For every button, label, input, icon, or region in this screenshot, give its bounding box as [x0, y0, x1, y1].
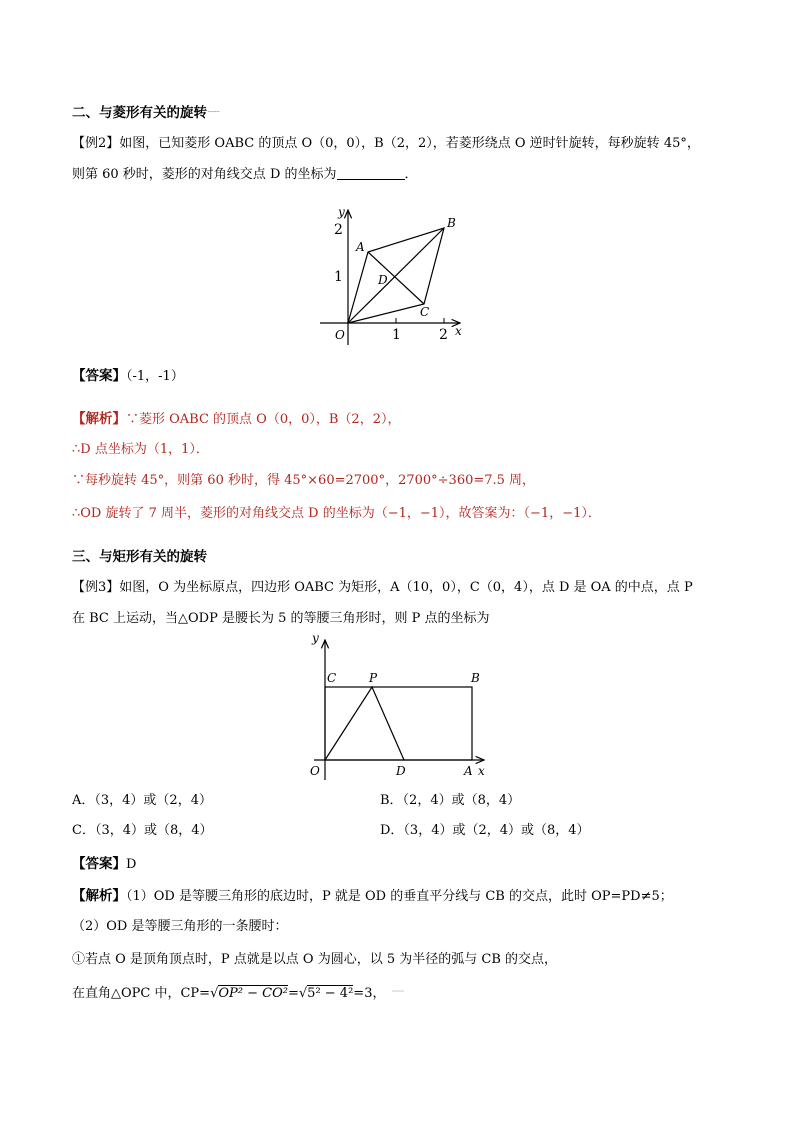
tick-label-x-1: 1	[392, 327, 401, 343]
answer-2: 【答案】（-1，-1）	[72, 368, 184, 384]
analysis-3-line-2: （2）OD 是等腰三角形的一条腰时：	[72, 919, 288, 934]
radical-sign-2: √	[298, 986, 308, 1001]
triangle-odp	[325, 687, 404, 760]
radicand-2: 5² − 4²	[307, 986, 354, 1001]
point-label-d: D	[378, 273, 388, 287]
tick-label-x-2: 2	[439, 327, 448, 343]
section-2-title: 二、与菱形有关的旋转˜˜˜˜	[72, 105, 219, 121]
point-label-c-2: C	[327, 671, 337, 685]
option-b: B．（2，4）或（8，4）	[380, 793, 521, 808]
option-c: C．（3，4）或（8，4）	[72, 823, 213, 838]
point-label-p: P	[369, 671, 378, 685]
section-3-title: 三、与矩形有关的旋转	[72, 549, 207, 565]
decor-dots: ˜˜˜˜	[207, 110, 219, 119]
analysis-2-line-3: ∵每秒旋转 45°，则第 60 秒时，得 45°×60=2700°，2700°÷360=7.5 周，	[72, 473, 536, 488]
axis-label-x-2: x	[478, 764, 485, 778]
analysis-3-line-4: 在直角△OPC 中，CP=√OP² − CO²=√5² − 4²=3， ˜˜˜˜	[72, 986, 404, 1001]
decor-dots-2: ˜˜˜˜	[391, 990, 404, 999]
option-d: D．（3，4）或（2，4）或（8，4）	[380, 823, 590, 838]
analysis-3-line-3: ①若点 O 是顶角顶点时，P 点就是以点 O 为圆心，以 5 为半径的弧与 CB 的交点，	[72, 952, 558, 967]
answer-3: 【答案】D	[72, 856, 137, 872]
point-label-b-2: B	[471, 671, 480, 685]
point-label-o: O	[335, 328, 345, 342]
analysis-2-line-1: 【解析】∵菱形 OABC 的顶点 O（0，0），B（2，2），	[72, 411, 401, 427]
point-label-d-2: D	[396, 764, 406, 778]
axis-label-y: y	[338, 205, 345, 219]
point-label-a-2: A	[464, 764, 473, 778]
rectangle-oabc	[325, 687, 472, 760]
analysis-2-line-4: ∴OD 旋转了 7 周半，菱形的对角线交点 D 的坐标为（−1，−1），故答案为：（−1，−1）．	[72, 506, 601, 521]
radicand-1: OP² − CO²	[218, 986, 288, 1001]
example-3-line-1: 【例3】如图，O 为坐标原点，四边形 OABC 为矩形，A（10，0），C（0，4），点 D 是 OA 的中点，点 P	[72, 580, 693, 595]
axis-label-y-2: y	[312, 631, 319, 645]
analysis-3-line-1: 【解析】（1）OD 是等腰三角形的底边时，P 就是 OD 的垂直平分线与 CB 的交点，此时 OP=PD≠5；	[72, 888, 673, 904]
radical-sign-1: √	[210, 986, 219, 1001]
example-2-line-2: 则第 60 秒时，菱形的对角线交点 D 的坐标为 ．	[72, 167, 418, 182]
option-a: A．（3，4）或（2，4）	[72, 793, 212, 808]
example-3-line-2: 在 BC 上运动，当△ODP 是腰长为 5 的等腰三角形时，则 P 点的坐标为	[72, 611, 490, 626]
point-label-o-2: O	[310, 764, 320, 778]
analysis-2-line-2: ∴D 点坐标为（1，1）．	[72, 442, 209, 457]
example-2-line-1: 【例2】如图，已知菱形 OABC 的顶点 O（0，0），B（2，2），若菱形绕点 O 逆时针旋转，每秒旋转 45°，	[72, 136, 700, 151]
point-label-a: A	[356, 240, 365, 254]
point-label-b: B	[447, 216, 456, 230]
axis-label-x: x	[455, 324, 462, 338]
point-label-c: C	[420, 305, 430, 319]
tick-label-y-2: 2	[334, 222, 343, 238]
tick-label-y-1: 1	[334, 269, 343, 285]
